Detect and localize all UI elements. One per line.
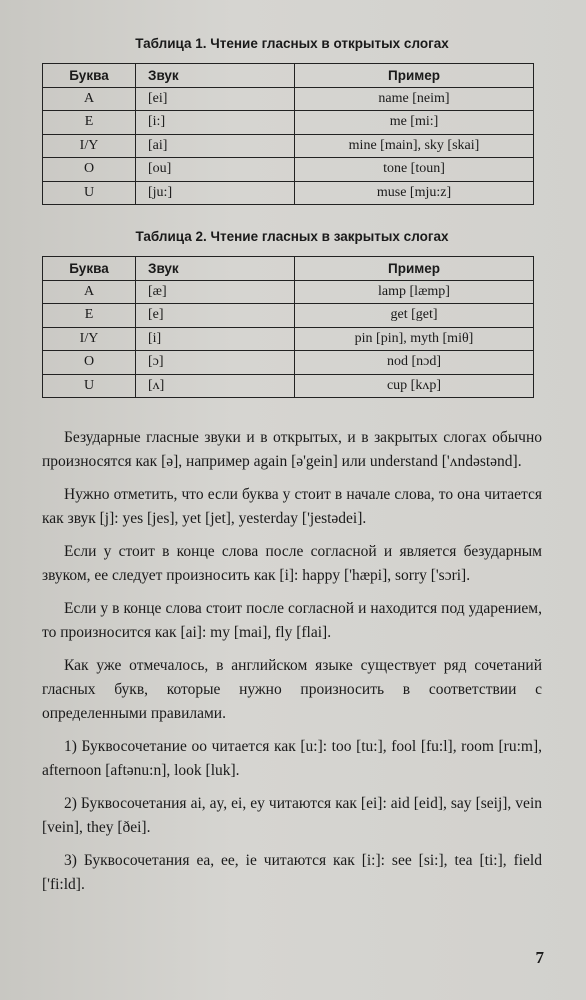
example-cell: cup [kʌp] [295, 374, 534, 398]
table-row [43, 111, 534, 135]
example-cell: nod [nɔd] [295, 351, 534, 375]
letter-cell: O [43, 158, 136, 182]
table2-closed-syllables [42, 256, 534, 398]
table-row [43, 134, 534, 158]
sound-cell: [ou] [136, 158, 295, 182]
letter-cell: U [43, 181, 136, 205]
sound-cell: [ʌ] [136, 374, 295, 398]
table1-header-letter: Буква [43, 64, 136, 88]
example-cell: muse [mju:z] [295, 181, 534, 205]
sound-cell: [ei] [136, 87, 295, 111]
letter-cell: A [43, 280, 136, 304]
table1-header-row [43, 64, 534, 88]
letter-cell: I/Y [43, 134, 136, 158]
example-cell: pin [pin], myth [miθ] [295, 327, 534, 351]
table-row [43, 327, 534, 351]
letter-cell: E [43, 111, 136, 135]
sound-cell: [i] [136, 327, 295, 351]
table1-header-sound: Звук [136, 64, 295, 88]
example-cell: tone [toun] [295, 158, 534, 182]
letter-cell: A [43, 87, 136, 111]
table-row [43, 351, 534, 375]
sound-cell: [e] [136, 304, 295, 328]
table1-caption: Таблица 1. Чтение гласных в открытых слогах [135, 36, 449, 51]
example-cell: me [mi:] [295, 111, 534, 135]
table2-caption: Таблица 2. Чтение гласных в закрытых слогах [135, 229, 449, 244]
table-row [43, 158, 534, 182]
table-row [43, 87, 534, 111]
paragraph: Если y в конце слова стоит после согласной и находится под ударением, то произносится как [ai]: my [mai], fly [flai]. [42, 600, 542, 641]
letter-cell: I/Y [43, 327, 136, 351]
sound-cell: [æ] [136, 280, 295, 304]
table1-open-syllables [42, 63, 534, 205]
letter-cell: E [43, 304, 136, 328]
table-row [43, 280, 534, 304]
example-cell: get [get] [295, 304, 534, 328]
sound-cell: [ju:] [136, 181, 295, 205]
paragraph: Как уже отмечалось, в английском языке существует ряд сочетаний гласных букв, которые нужно произносить в соответствии с определенными правилами. [42, 657, 542, 722]
page-number: 7 [535, 948, 544, 967]
table2-header-letter: Буква [43, 257, 136, 281]
paragraph: Безударные гласные звуки и в открытых, и в закрытых слогах обычно произносятся как [ə], например again [ə'gein] или understand ['ʌndəstənd]. [42, 429, 542, 470]
table-row [43, 304, 534, 328]
paragraph: 1) Буквосочетание oo читается как [u:]: too [tu:], fool [fu:l], room [ru:m], afternoon [aftənu:n], look [luk]. [42, 738, 542, 779]
sound-cell: [i:] [136, 111, 295, 135]
example-cell: lamp [læmp] [295, 280, 534, 304]
table2-header-row [43, 257, 534, 281]
paragraph: Нужно отметить, что если буква y стоит в начале слова, то она читается как звук [j]: yes [jes], yet [jet], yesterday ['jestədei]. [42, 486, 542, 527]
sound-cell: [ai] [136, 134, 295, 158]
table2-header-sound: Звук [136, 257, 295, 281]
example-cell: mine [main], sky [skai] [295, 134, 534, 158]
paragraph: Если y стоит в конце слова после согласной и является безударным звуком, ее следует произносить как [i]: happy ['hæpi], sorry ['sɔri]. [42, 543, 542, 584]
table2-header-example: Пример [295, 257, 534, 281]
letter-cell: U [43, 374, 136, 398]
sound-cell: [ɔ] [136, 351, 295, 375]
letter-cell: O [43, 351, 136, 375]
example-cell: name [neim] [295, 87, 534, 111]
table-row [43, 374, 534, 398]
paragraph: 3) Буквосочетания ea, ee, ie читаются как [i:]: see [si:], tea [ti:], field ['fi:ld]. [42, 852, 542, 893]
body-text [42, 426, 542, 897]
paragraph: 2) Буквосочетания ai, ay, ei, ey читаются как [ei]: aid [eid], say [seij], vein [vein], they [ðei]. [42, 795, 542, 836]
table1-header-example: Пример [295, 64, 534, 88]
table-row [43, 181, 534, 205]
